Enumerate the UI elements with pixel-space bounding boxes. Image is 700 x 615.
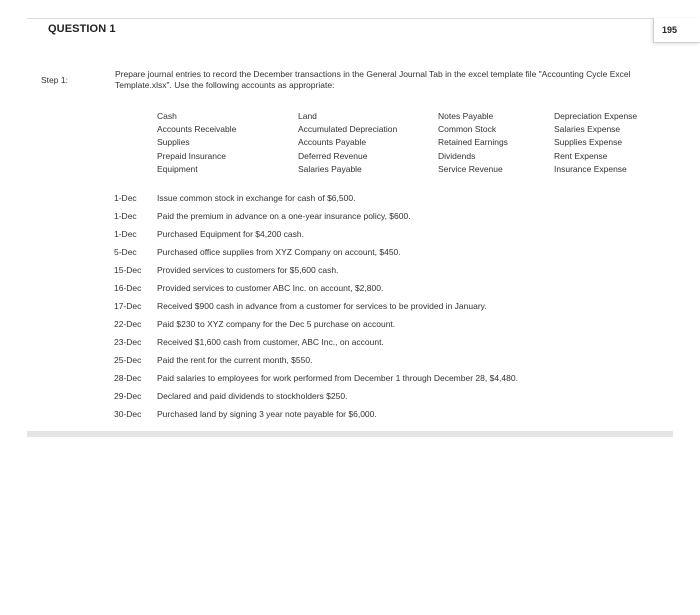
account-name: Rent Expense: [554, 150, 608, 161]
transaction-row: [0, 283, 700, 295]
transaction-row: [0, 247, 700, 259]
transaction-row: [0, 229, 700, 241]
account-name: Service Revenue: [438, 163, 503, 174]
transaction-description: Purchased land by signing 3 year note payable for $6,000.: [157, 409, 377, 419]
transaction-date: 30-Dec: [114, 409, 142, 419]
bottom-divider: [27, 431, 673, 437]
step-label: Step 1:: [41, 75, 68, 85]
accounts-column-1: [157, 110, 236, 176]
points-value: 195: [662, 25, 678, 35]
account-name: Equipment: [157, 163, 198, 174]
transaction-row: [0, 265, 700, 277]
account-name: Accounts Payable: [298, 137, 367, 148]
transaction-date: 1-Dec: [114, 229, 137, 239]
transaction-description: Purchased office supplies from XYZ Company on account, $450.: [157, 247, 401, 257]
transaction-description: Received $1,600 cash from customer, ABC Inc., on account.: [157, 337, 384, 347]
transaction-date: 1-Dec: [114, 193, 137, 203]
transaction-description: Declared and paid dividends to stockholders $250.: [157, 391, 348, 401]
account-name: Notes Payable: [438, 111, 494, 121]
account-name: Salaries Expense: [554, 124, 621, 135]
transaction-row: [0, 193, 700, 205]
transaction-row: [0, 373, 700, 385]
account-name: Dividends: [438, 150, 476, 161]
transaction-row: [0, 391, 700, 403]
account-name: Accounts Receivable: [157, 124, 237, 135]
transaction-date: 25-Dec: [114, 355, 142, 365]
transaction-date: 23-Dec: [114, 337, 142, 347]
transaction-row: [0, 337, 700, 349]
transaction-date: 1-Dec: [114, 211, 137, 221]
account-name: Depreciation Expense: [554, 111, 638, 121]
transaction-date: 16-Dec: [114, 283, 142, 293]
transaction-description: Paid salaries to employees for work performed from December 1 through December 28, $4,480.: [157, 373, 518, 383]
account-name: Prepaid Insurance: [157, 150, 226, 161]
accounts-column-4: [554, 110, 637, 176]
points-badge: [653, 18, 700, 43]
accounts-column-3: [438, 110, 508, 176]
transaction-description: Issue common stock in exchange for cash of $6,500.: [157, 193, 356, 203]
step-instructions: Prepare journal entries to record the December transactions in the General Journal Tab in the excel template file "Accounting Cycle Excel Template.xlsx". Use the following accounts as appropriate:: [115, 69, 631, 90]
transaction-date: 15-Dec: [114, 265, 142, 275]
transaction-date: 22-Dec: [114, 319, 142, 329]
account-name: Deferred Revenue: [298, 150, 368, 161]
account-name: Retained Earnings: [438, 137, 508, 148]
transaction-date: 5-Dec: [114, 247, 137, 257]
transaction-date: 17-Dec: [114, 301, 142, 311]
transaction-date: 28-Dec: [114, 373, 142, 383]
transaction-description: Paid $230 to XYZ company for the Dec 5 purchase on account.: [157, 319, 396, 329]
account-name: Supplies: [157, 137, 190, 148]
transaction-row: [0, 319, 700, 331]
question-title: QUESTION 1: [48, 23, 116, 35]
top-divider: [27, 18, 673, 19]
transaction-row: [0, 409, 700, 421]
account-name: Common Stock: [438, 124, 497, 135]
accounts-column-2: [298, 110, 397, 176]
transaction-description: Provided services to customers for $5,600 cash.: [157, 265, 339, 275]
transaction-row: [0, 211, 700, 223]
account-name: Salaries Payable: [298, 163, 362, 174]
transaction-date: 29-Dec: [114, 391, 142, 401]
transaction-description: Received $900 cash in advance from a customer for services to be provided in January.: [157, 301, 487, 311]
transaction-row: [0, 301, 700, 313]
account-name: Accumulated Depreciation: [298, 124, 398, 135]
transaction-description: Paid the rent for the current month, $550.: [157, 355, 313, 365]
account-name: Land: [298, 111, 317, 121]
account-name: Insurance Expense: [554, 163, 627, 174]
account-name: Cash: [157, 111, 177, 121]
transaction-row: [0, 355, 700, 367]
account-name: Supplies Expense: [554, 137, 623, 148]
transaction-description: Provided services to customer ABC Inc. on account, $2,800.: [157, 283, 384, 293]
transaction-description: Purchased Equipment for $4,200 cash.: [157, 229, 304, 239]
transaction-description: Paid the premium in advance on a one-year insurance policy, $600.: [157, 211, 411, 221]
